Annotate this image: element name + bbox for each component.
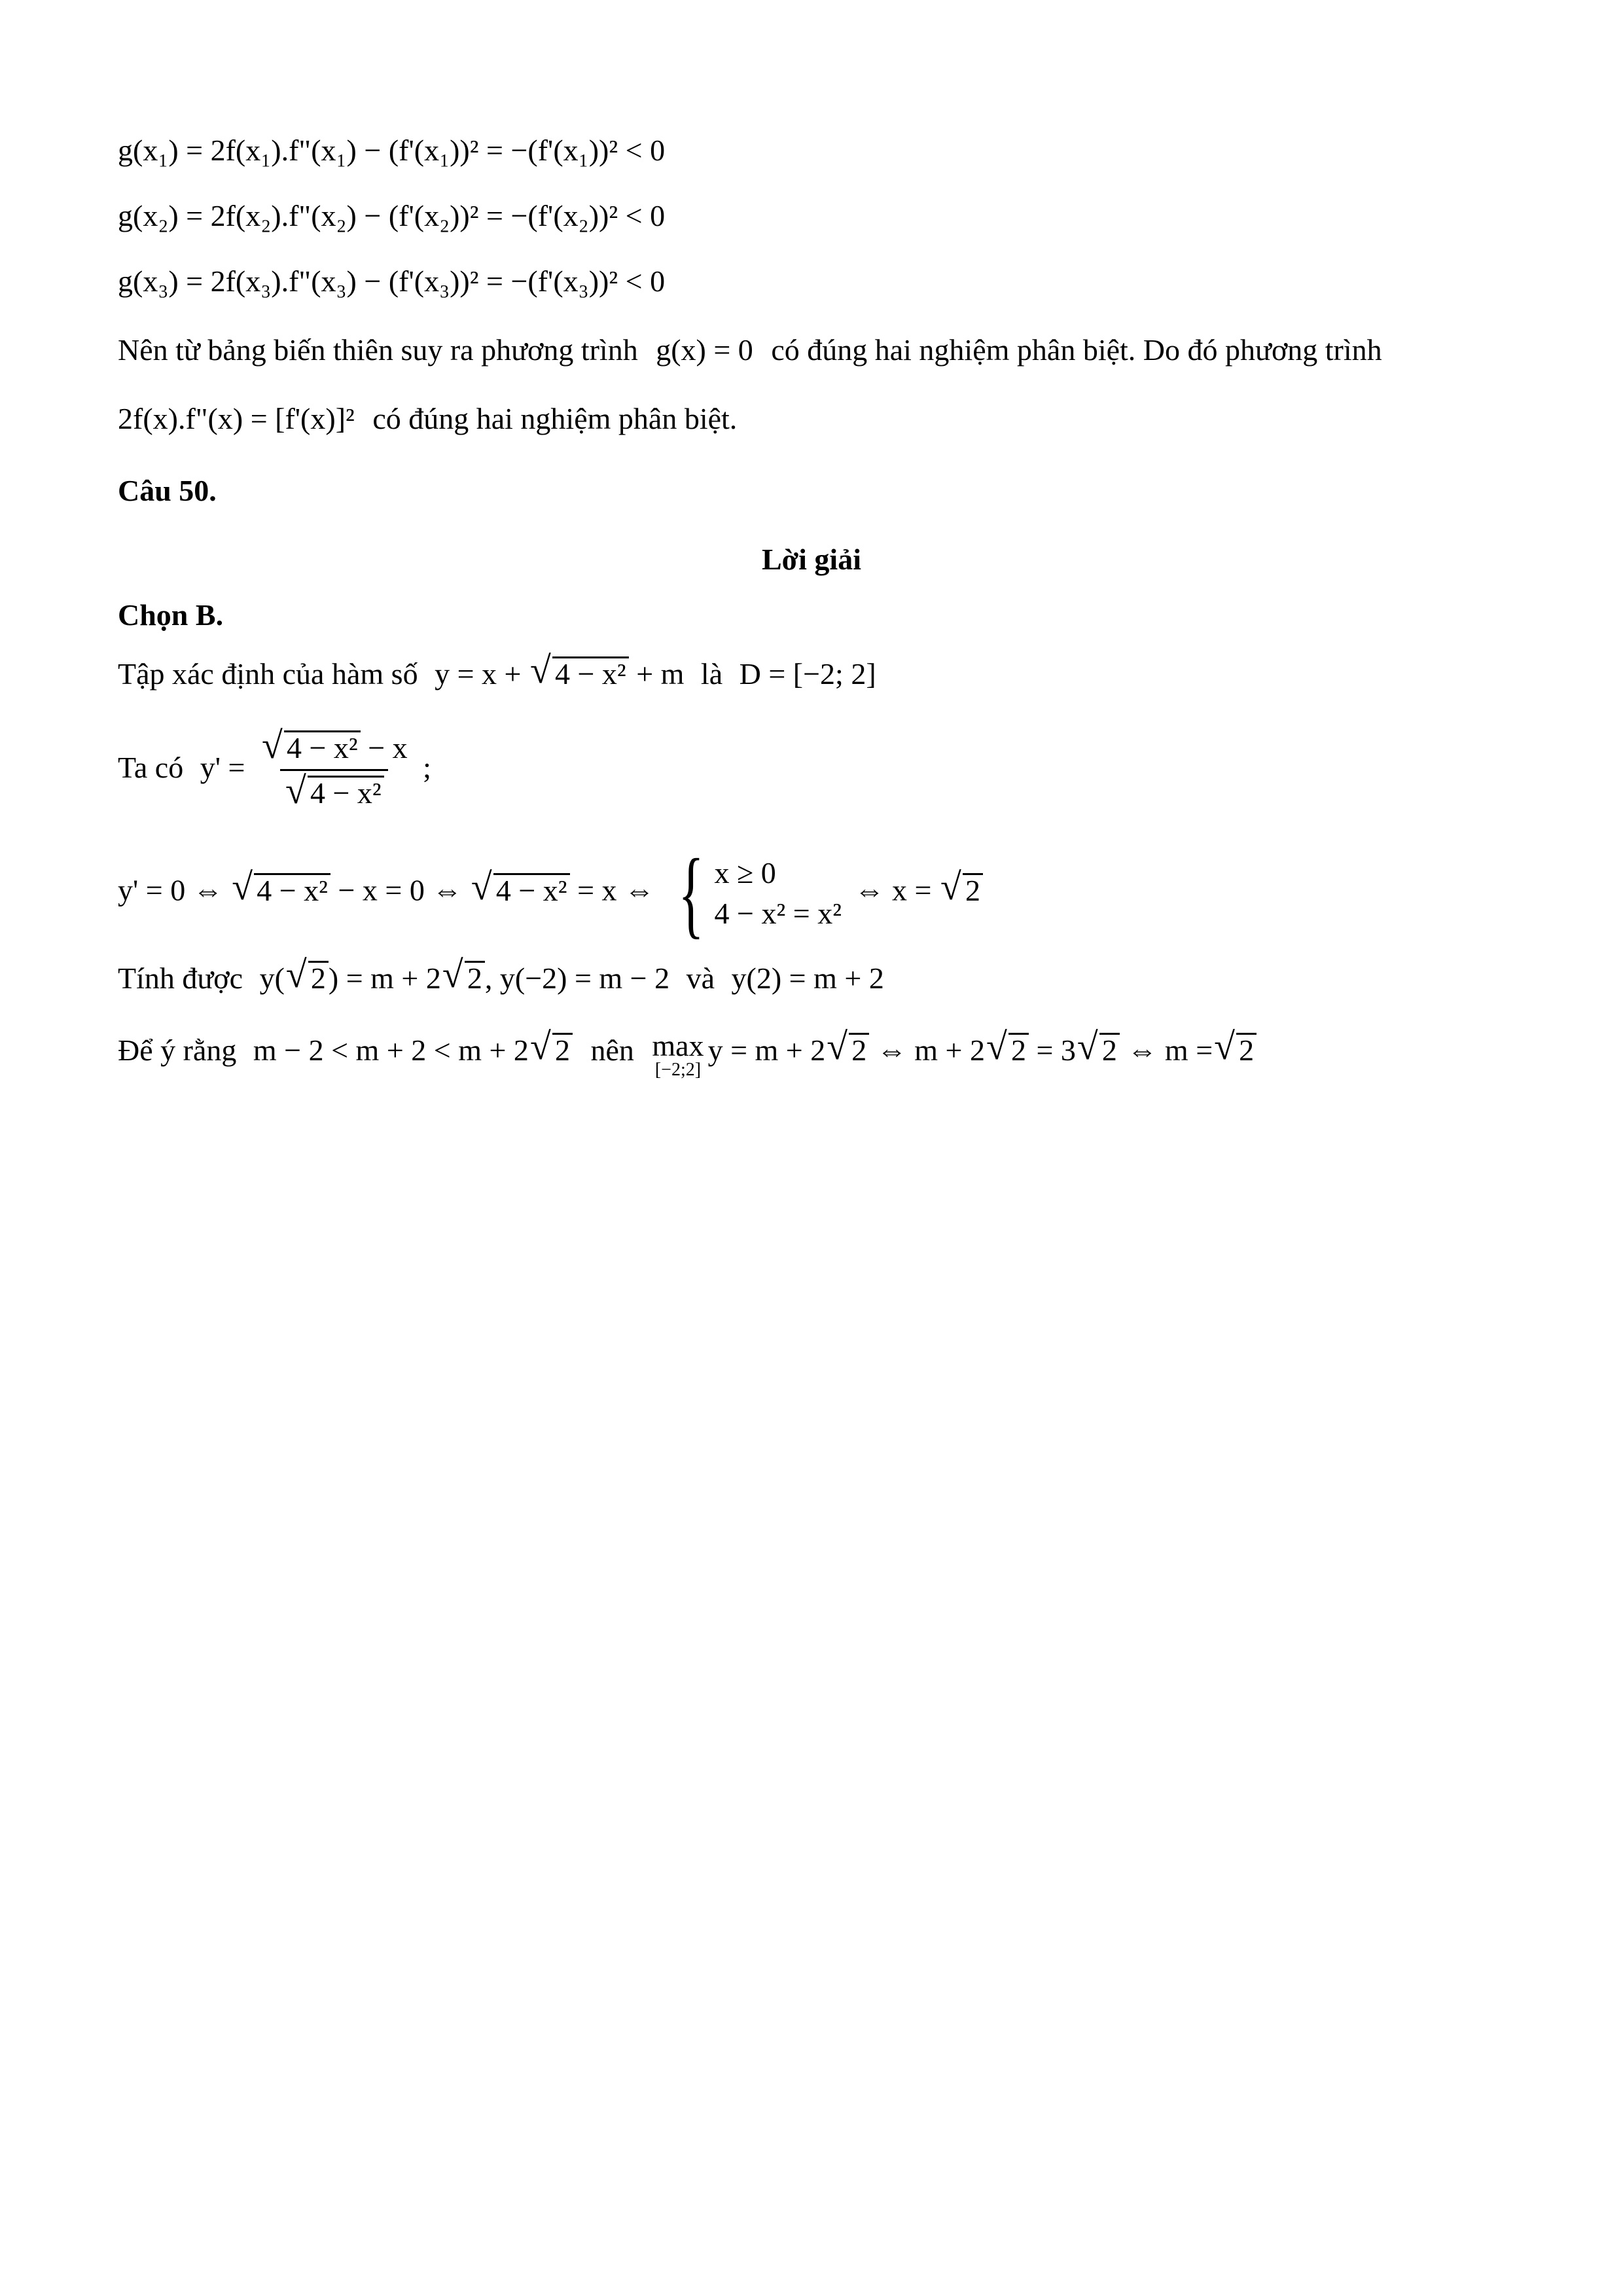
- derivative-end: ;: [423, 751, 431, 785]
- note-result-d: ⇔ m =: [1127, 1033, 1213, 1067]
- domain-sqrt: √ 4 − x²: [530, 655, 629, 694]
- note-result-b: ⇔ m + 2: [876, 1033, 985, 1067]
- zero-radicand-1: 4 − x²: [254, 873, 330, 906]
- note-result-a: y = m + 2: [707, 1033, 826, 1067]
- note-max: max: [652, 1029, 704, 1062]
- equation-g-x2: g(x₂) = 2f(x₂).f"(x₂) − (f'(x₂))² = −(f'(x₂))² < 0: [118, 199, 666, 232]
- conclusion2-text: có đúng hai nghiệm phân biệt.: [372, 402, 738, 435]
- note-sqrt-4: √ 2: [1214, 1031, 1257, 1070]
- conclusion2-math: 2f(x).f"(x) = [f'(x)]²: [118, 402, 355, 435]
- derivative-num-radicand: 4 − x²: [284, 730, 361, 764]
- note-sqrt-3: √ 2: [1077, 1031, 1120, 1070]
- note-max-operator: [652, 1031, 704, 1079]
- domain-la: là: [700, 657, 723, 691]
- note-nen: nên: [590, 1033, 634, 1067]
- note-radicand-2: 2: [1008, 1033, 1029, 1066]
- derivative-num-tail: − x: [368, 731, 408, 764]
- note-sqrt-2: √ 2: [986, 1031, 1029, 1070]
- note-ineq-sqrt: √ 2: [530, 1031, 573, 1070]
- zero-radicand-2: 4 − x²: [493, 873, 570, 906]
- domain-line: [118, 649, 876, 694]
- note-radicand-4: 2: [1236, 1033, 1257, 1066]
- answer-choice: Chọn B.: [118, 598, 224, 632]
- note-line: [118, 1025, 1257, 1080]
- derivative-lhs: y' =: [200, 751, 245, 785]
- calc-y2: , y(−2) = m − 2: [484, 961, 670, 995]
- calc-y1-radicand-2: 2: [465, 961, 485, 994]
- zero-result-radicand: 2: [963, 873, 983, 906]
- zero-sqrt-1: √ 4 − x²: [232, 871, 330, 910]
- zero-system: { x ≥ 0 4 − x² = x²: [677, 839, 842, 948]
- domain-fn-b: + m: [636, 657, 685, 691]
- calc-y1-sqrt-2: √ 2: [442, 959, 485, 998]
- derivative-den-radicand: 4 − x²: [308, 776, 384, 809]
- calc-text: Tính được: [118, 961, 243, 995]
- domain-fn-a: y = x +: [435, 657, 522, 691]
- derivative-line: [118, 724, 431, 812]
- calc-y1-radicand: 2: [308, 961, 329, 994]
- zero-mid-2: = x ⇔: [577, 873, 655, 907]
- conclusion-line-1: [118, 331, 1382, 370]
- zero-system-row-2: 4 − x² = x²: [714, 897, 842, 930]
- zero-sqrt-2: √ 4 − x²: [471, 871, 570, 910]
- note-sqrt-1: √ 2: [827, 1031, 869, 1070]
- conclusion-math: g(x) = 0: [656, 333, 753, 367]
- question-label: Câu 50.: [118, 474, 217, 507]
- note-max-sub: [−2;2]: [654, 1060, 702, 1080]
- calc-va: và: [686, 961, 715, 995]
- zero-line: [118, 839, 983, 948]
- zero-mid-1: − x = 0 ⇔: [338, 873, 463, 907]
- domain-radicand: 4 − x²: [552, 656, 629, 690]
- calc-y1-a: y(: [259, 961, 285, 995]
- derivative-text: Ta có: [118, 751, 184, 785]
- domain-text: Tập xác định của hàm số: [118, 657, 418, 691]
- zero-lhs: y' = 0 ⇔: [118, 873, 223, 907]
- note-ineq-radicand: 2: [552, 1033, 573, 1066]
- note-radicand-1: 2: [849, 1033, 869, 1066]
- calc-line: [118, 953, 884, 998]
- note-radicand-3: 2: [1099, 1033, 1120, 1066]
- solution-heading: Lời giải: [762, 543, 861, 576]
- note-inequality: m − 2 < m + 2 < m + 2: [253, 1033, 529, 1067]
- calc-y3: y(2) = m + 2: [731, 961, 884, 995]
- note-text: Để ý rằng: [118, 1033, 237, 1067]
- note-result-c: = 3: [1036, 1033, 1076, 1067]
- domain-set: D = [−2; 2]: [739, 657, 876, 691]
- conclusion-text-a: Nên từ bảng biến thiên suy ra phương trình: [118, 333, 638, 367]
- equation-g-x3: g(x₃) = 2f(x₃).f"(x₃) − (f'(x₃))² = −(f'(x₃))² < 0: [118, 264, 666, 298]
- calc-y1-sqrt: √ 2: [286, 959, 329, 998]
- zero-system-row-1: x ≥ 0: [714, 856, 776, 889]
- zero-result: ⇔ x =: [854, 873, 932, 907]
- conclusion-line-2: [118, 399, 737, 439]
- zero-result-sqrt: √ 2: [940, 871, 983, 910]
- derivative-fraction: √ 4 − x² − x √ 4 − x²: [261, 724, 408, 812]
- equation-g-x1: g(x₁) = 2f(x₁).f"(x₁) − (f'(x₁))² = −(f'(x₁))² < 0: [118, 134, 666, 167]
- calc-y1-b: ) = m + 2: [328, 961, 441, 995]
- conclusion-text-b: có đúng hai nghiệm phân biệt. Do đó phương trình: [771, 333, 1382, 367]
